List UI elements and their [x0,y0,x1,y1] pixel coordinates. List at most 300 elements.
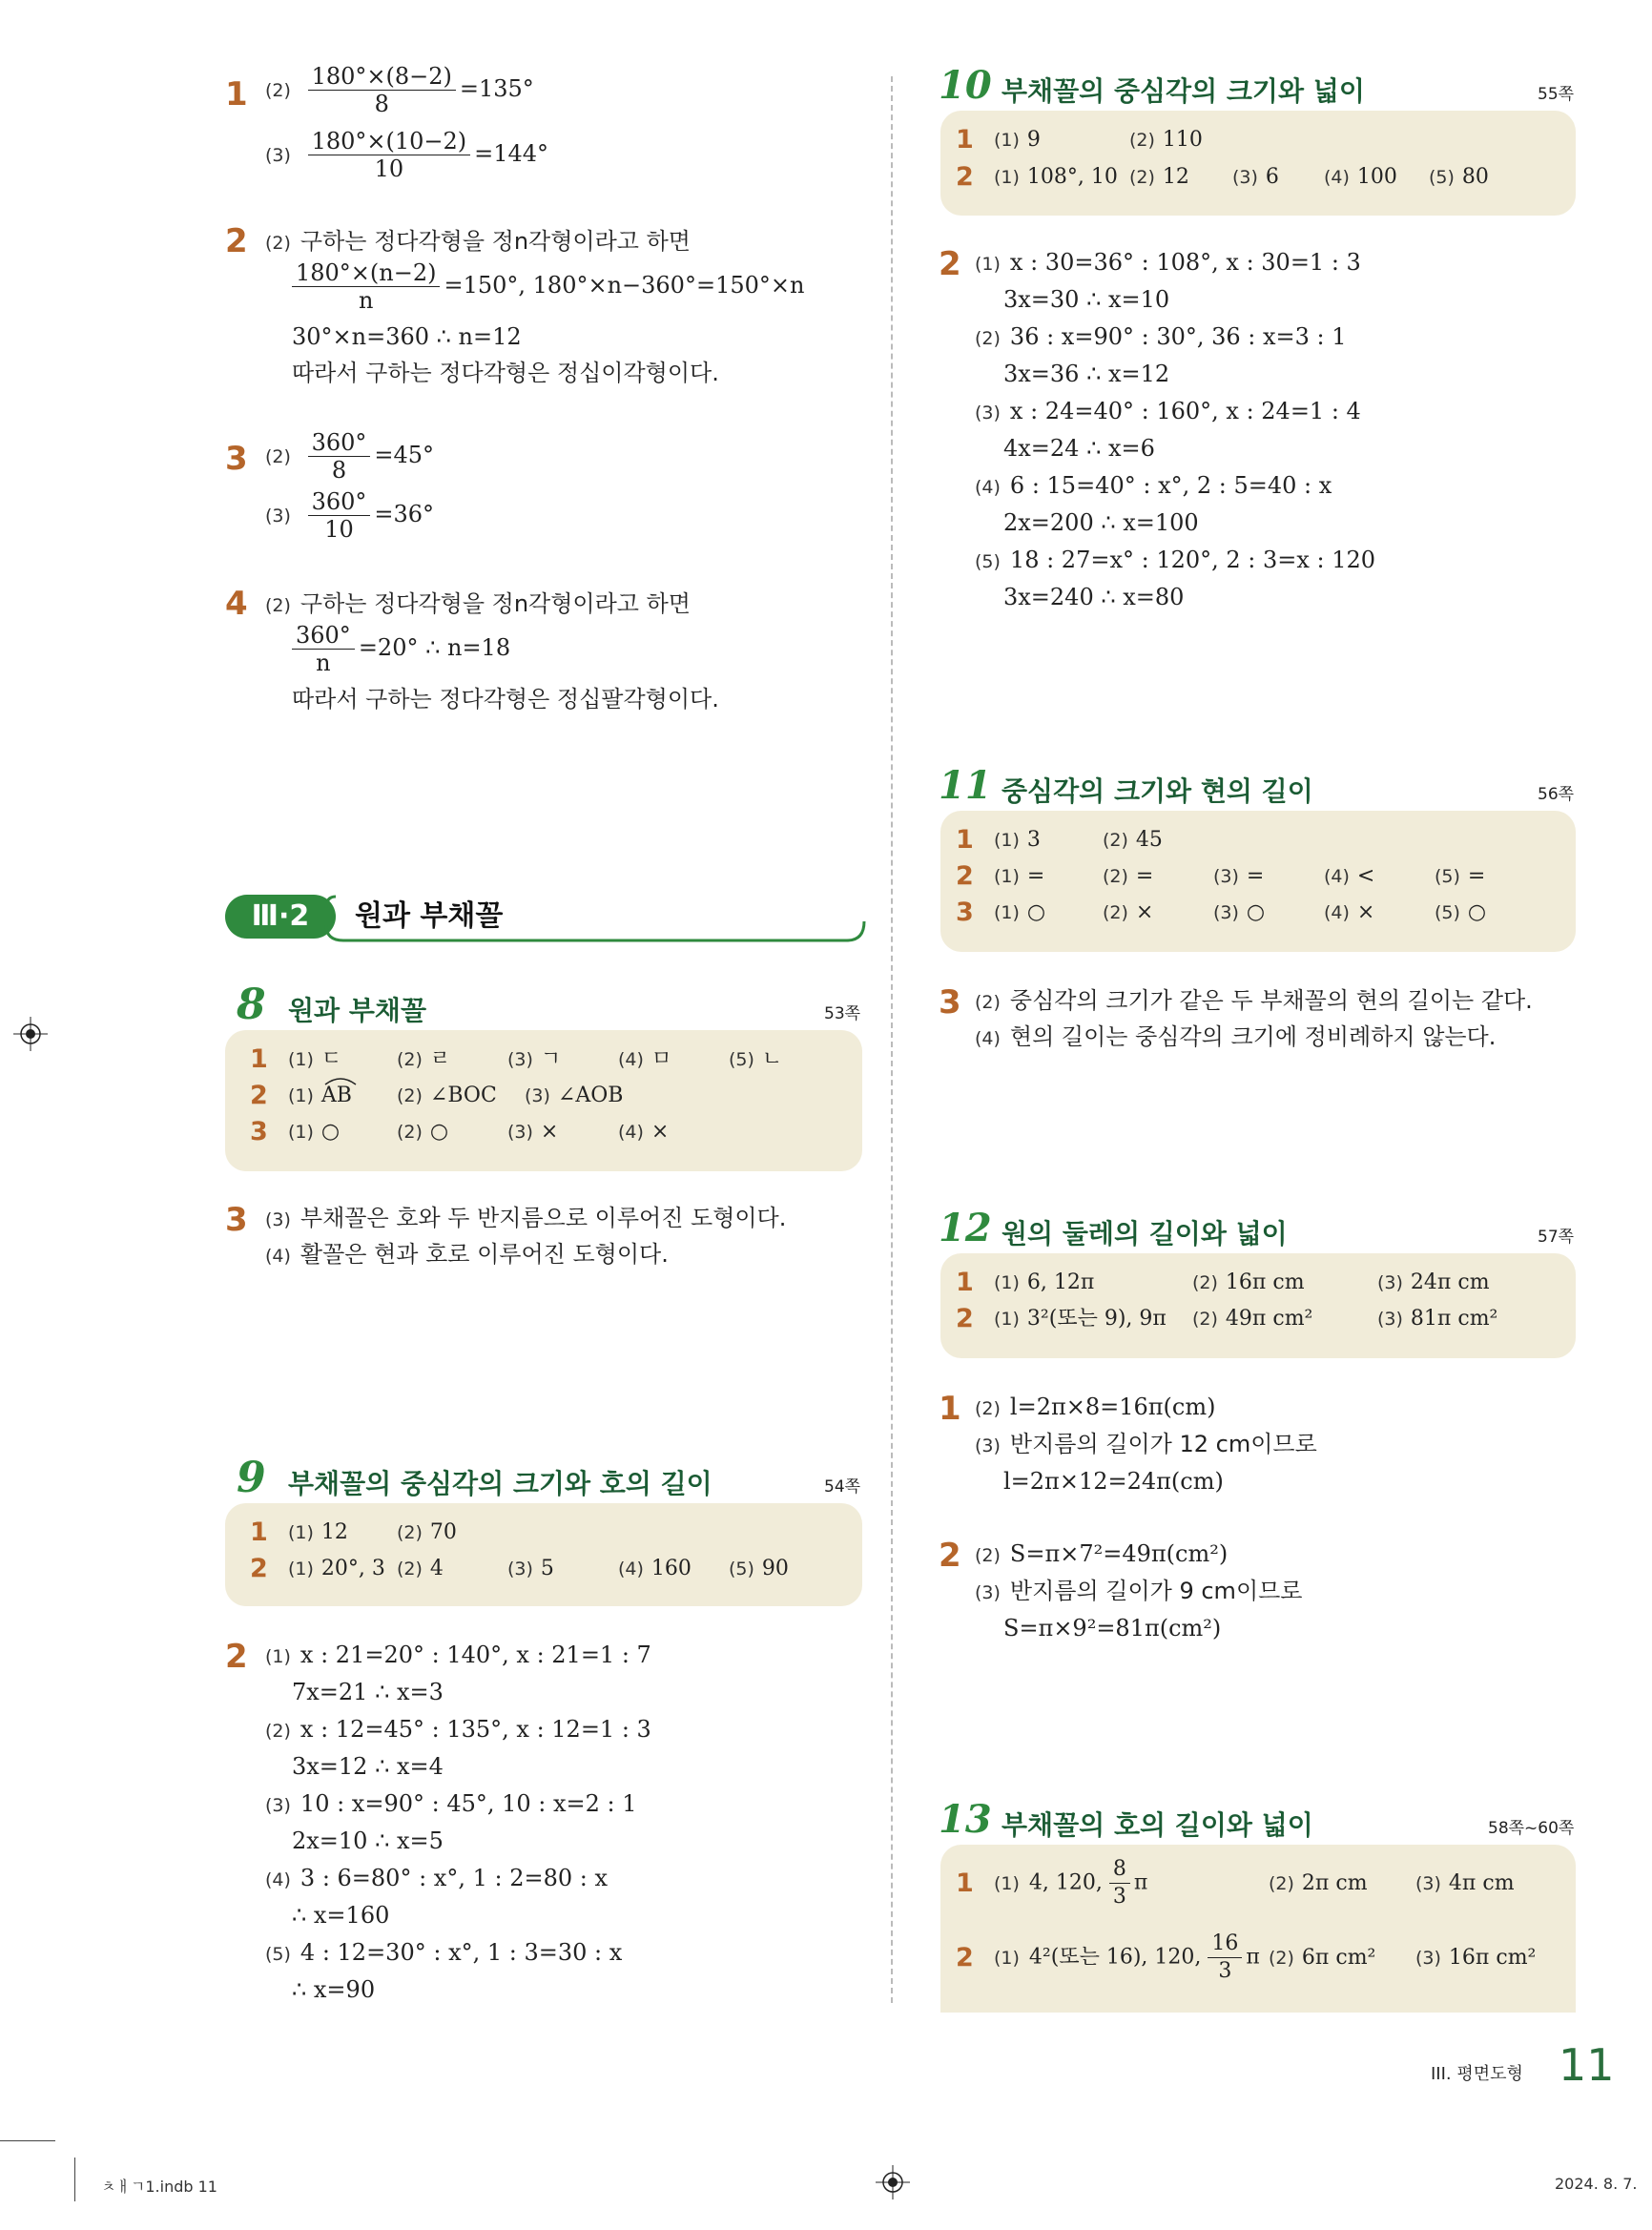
section-title: 부채꼴의 중심각의 크기와 호의 길이 [288,1468,712,1499]
numerator: 180°×(n−2) [292,259,440,287]
answer-line [265,128,548,182]
answer-value: 6π cm² [1301,1946,1376,1970]
part-label: (2) [1129,167,1155,188]
answer-value: 4π cm [1448,1871,1515,1895]
answer-line [265,63,534,117]
answer-cell [397,1118,448,1146]
answer-value: = [1026,864,1045,888]
expression: x : 12=45° : 135°, x : 12=1 : 3 [299,1716,651,1743]
part-label: (4) [1324,902,1350,923]
part-label: (3) [1213,866,1239,887]
part-label: (2) [1103,902,1128,923]
answer-value: ㄴ [761,1047,783,1071]
question-number: 3 [939,983,961,1022]
answer-value: = [1467,864,1486,888]
denominator: 3 [1112,1885,1126,1909]
answer-line [265,488,434,543]
part-label: (2) [1269,1948,1294,1969]
answer-value: 20°, 3 [320,1557,385,1580]
answer-value: 49π cm² [1225,1307,1313,1331]
answer-cell [288,1555,385,1583]
answer-line [292,622,510,676]
denominator: 8 [331,457,347,484]
part-label: (4) [265,1869,291,1890]
answer-line [265,227,691,258]
part-label: (1) [288,1522,314,1543]
answer-value: 80 [1461,165,1489,189]
question-number: 3 [225,1201,248,1239]
expression: 3x=240 ∴ x=80 [1003,584,1185,610]
answer-cell [1324,862,1374,891]
expression: S=π×9²=81π(cm²) [1003,1615,1222,1642]
part-label: (3) [265,1795,291,1816]
answer-line [292,1975,375,2004]
fraction [308,128,471,182]
answer-value: 3 [1026,828,1041,852]
expression: 7x=21 ∴ x=3 [292,1679,444,1705]
page-reference: 54쪽 [824,1477,861,1497]
answer-line [975,322,1347,353]
part-label: (4) [618,1559,644,1580]
expression: =150°, 180°×n−360°=150°×n [444,272,805,299]
fraction [1208,1931,1242,1985]
fraction [308,63,456,117]
section-title: 부채꼴의 중심각의 크기와 넓이 [1002,75,1365,107]
row-number: 2 [956,861,974,891]
answer-line [265,1204,786,1234]
answer-line [265,429,434,484]
answer-value: 16π cm² [1448,1946,1537,1970]
answer-cell [397,1082,497,1110]
answer-line: 따라서 구하는 정다각형은 정십이각형이다. [292,360,719,386]
part-label: (3) [1415,1873,1441,1894]
answer-cell [1192,1269,1305,1297]
answer-value: 45 [1135,828,1163,852]
answer-line [265,589,691,620]
part-label: (3) [507,1559,533,1580]
part-label: (1) [265,1646,291,1667]
section-title: 원과 부채꼴 [288,995,426,1026]
answer-line [1003,285,1169,314]
answer-line [975,397,1361,427]
part-label: (1) [288,1049,314,1070]
answer-value: ∠BOC [429,1084,497,1107]
answer-line [292,1752,444,1781]
answer-line: 30°×n=360 ∴ n=12 [292,323,522,350]
answer-cell [288,1045,341,1074]
part-label: (1) [994,1309,1020,1330]
answer-value: π [1246,1945,1260,1970]
answer-value: ㄱ [540,1047,562,1071]
denominator: n [359,287,374,314]
answer-cell [397,1045,450,1074]
answer-row [250,1044,783,1076]
part-label: (2) [1192,1272,1218,1293]
row-number: 1 [956,1268,974,1297]
part-label: (2) [1103,866,1128,887]
answer-cell [729,1555,789,1583]
part-label: (1) [288,1085,314,1106]
part-label: (3) [265,1209,291,1230]
part-label: (4) [265,1246,291,1267]
crop-mark [0,2140,55,2141]
answer-value: ㄷ [320,1047,342,1071]
row-number: 1 [956,1869,974,1898]
answer-cell [1213,862,1264,891]
answer-cell [507,1555,554,1583]
row-number: 2 [250,1554,268,1583]
answer-box [225,1030,862,1171]
answer-cell [288,1518,348,1547]
file-info: ㅊㅐㄱ1.indb 11 [101,2178,217,2196]
answer-value: × [1356,900,1375,924]
answer-cell [288,1082,352,1110]
answer-line [292,1678,444,1706]
expression: 4 : 12=30° : x°, 1 : 3=30 : x [299,1939,623,1966]
expression: 3 : 6=80° : x°, 1 : 2=80 : x [299,1865,608,1891]
part-label: (5) [1435,866,1460,887]
answer-line: 따라서 구하는 정다각형은 정십팔각형이다. [292,686,719,712]
part-label: (4) [975,477,1001,498]
answer-row [250,1081,624,1112]
expression: =144° [474,140,549,167]
page-reference: 55쪽 [1538,85,1575,104]
answer-value: AB [320,1084,352,1107]
page-reference: 56쪽 [1538,785,1575,804]
denominator: n [316,650,331,676]
expression: 4x=24 ∴ x=6 [1003,435,1155,462]
expression: 18 : 27=x° : 120°, 2 : 3=x : 120 [1009,547,1376,573]
answer-value: 4 [429,1557,444,1580]
answer-cell [1429,163,1489,192]
part-label: (2) [265,446,291,467]
part-label: (3) [975,403,1001,423]
answer-cell [288,1118,340,1146]
part-label: (3) [975,1582,1001,1603]
answer-cell [994,1305,1167,1333]
question-number: 1 [225,75,248,114]
answer-cell [1232,163,1279,192]
answer-cell [1324,898,1374,927]
row-number: 1 [250,1518,268,1547]
part-label: (2) [975,1545,1001,1566]
print-date: 2024. 8. 7. [1555,2175,1638,2193]
page-reference: 58쪽~60쪽 [1488,1819,1575,1838]
answer-row [250,1518,457,1549]
question-number: 1 [939,1390,961,1428]
question-number: 3 [225,440,248,478]
page-number: 11 [1559,2039,1615,2091]
expression: ∴ x=160 [292,1902,390,1929]
part-label: (2) [1269,1873,1294,1894]
answer-value: ○ [320,1120,341,1144]
answer-cell [1435,898,1486,927]
answer-cell [1377,1269,1490,1297]
numerator: 16 [1208,1931,1242,1958]
row-number: 3 [250,1117,268,1146]
part-label: (4) [1324,167,1350,188]
answer-line [975,1577,1303,1607]
numerator: 8 [1109,1856,1130,1884]
page-reference: 53쪽 [824,1004,861,1023]
expression: =20° ∴ n=18 [358,634,511,661]
answer-value: 6, 12π [1026,1270,1095,1294]
answer-value: 12 [320,1520,348,1544]
chapter-badge: Ⅲ·2 [225,895,336,939]
part-label: (2) [1103,830,1128,851]
fraction [292,259,440,314]
answer-cell [397,1518,457,1547]
part-label: (2) [265,80,291,101]
answer-cell [729,1045,782,1074]
part-label: (4) [1324,866,1350,887]
answer-value: 5 [540,1557,554,1580]
expression: x : 30=36° : 108°, x : 30=1 : 3 [1009,249,1361,276]
expression: 36 : x=90° : 30°, 36 : x=3 : 1 [1009,323,1347,350]
answer-row [250,1554,789,1585]
answer-cell [994,862,1044,891]
row-number: 1 [250,1044,268,1074]
part-label: (2) [975,328,1001,349]
answer-cell [1377,1305,1497,1333]
part-label: (1) [994,1947,1020,1969]
section-title: 원의 둘레의 길이와 넓이 [1002,1218,1288,1249]
denominator: 10 [374,155,404,182]
part-label: (1) [288,1122,314,1143]
part-label: (5) [975,551,1001,572]
answer-value: 2π cm [1301,1871,1368,1895]
section-badge: 11 [939,763,992,808]
expression: 3x=12 ∴ x=4 [292,1753,444,1780]
answer-row [956,1857,1515,1909]
answer-box [940,111,1576,216]
section-badge: 12 [939,1206,992,1250]
answer-row [956,825,1163,857]
part-label: (1) [994,830,1020,851]
answer-value: ㄹ [429,1047,451,1071]
part-label: (4) [975,1028,1001,1049]
explanation-text: 현의 길이는 중심각의 크기에 정비례하지 않는다. [1009,1023,1497,1050]
answer-line [975,546,1375,576]
answer-cell [618,1045,671,1074]
expression: 10 : x=90° : 45°, 10 : x=2 : 1 [299,1790,637,1817]
answer-cell [1269,1869,1368,1898]
answer-line [1003,434,1155,463]
answer-line [975,248,1361,279]
part-label: (1) [288,1559,314,1580]
explanation-text: 반지름의 길이가 9 cm이므로 [1009,1578,1303,1604]
answer-line [265,1641,651,1671]
part-label: (5) [265,1944,291,1965]
answer-value: ○ [1467,900,1487,924]
question-number: 2 [225,1638,248,1676]
answer-cell [994,1856,1147,1910]
explanation-text: 활꼴은 현과 호로 이루어진 도형이다. [299,1241,669,1268]
part-label: (3) [507,1049,533,1070]
expression: S=π×7²=49π(cm²) [1009,1540,1229,1567]
answer-cell [994,1931,1260,1985]
part-label: (3) [525,1085,550,1106]
expression: 6 : 15=40° : x°, 2 : 5=40 : x [1009,472,1332,499]
fraction [308,429,371,484]
answer-cell [397,1555,444,1583]
answer-line [265,1789,637,1820]
answer-value: 90 [761,1557,789,1580]
answer-cell [1103,826,1163,855]
answer-cell [994,1269,1094,1297]
answer-line [975,1430,1317,1460]
answer-line [975,1393,1215,1423]
section-badge: 8 [237,981,266,1029]
part-label: (2) [397,1049,423,1070]
answer-row [956,1931,1537,1983]
part-label: (5) [729,1559,754,1580]
answer-line [265,1715,651,1745]
answer-value: ○ [429,1120,449,1144]
numerator: 360° [308,429,371,457]
answer-line [975,1539,1228,1570]
answer-row [956,898,1487,929]
answer-row [956,861,1486,893]
expression: 2x=10 ∴ x=5 [292,1827,444,1854]
answer-cell [994,126,1041,155]
answer-value: 4²(또는 16), 120, [1028,1945,1202,1970]
answer-line [265,1864,608,1894]
expression: =45° [374,442,435,468]
answer-cell [994,163,1118,192]
part-label: (2) [265,1721,291,1742]
answer-cell [1415,1869,1515,1898]
part-label: (2) [397,1559,423,1580]
registration-mark-icon [13,1017,48,1051]
answer-cell [994,826,1041,855]
answer-value: 108°, 10 [1026,165,1118,189]
question-number: 2 [225,222,248,260]
answer-line [265,1240,669,1270]
answer-box [940,1253,1576,1358]
explanation-text: 반지름의 길이가 12 cm이므로 [1009,1431,1317,1457]
row-number: 2 [956,1304,974,1333]
part-label: (2) [265,595,291,616]
section-title: 부채꼴의 호의 길이와 넓이 [1002,1809,1313,1841]
answer-cell [525,1082,623,1110]
answer-box [940,811,1576,952]
answer-value: 4, 120, [1028,1870,1103,1895]
row-number: 2 [250,1081,268,1110]
question-number: 4 [225,585,248,623]
part-label: (4) [618,1049,644,1070]
answer-line [975,1022,1496,1053]
part-label: (2) [975,992,1001,1013]
part-label: (3) [265,145,291,166]
answer-line [292,259,804,314]
answer-cell [1129,163,1189,192]
answer-value: × [650,1120,670,1144]
expression: =36° [374,501,435,527]
registration-mark-icon [876,2165,910,2199]
page-reference: 57쪽 [1538,1228,1575,1247]
section-badge: 9 [237,1454,266,1502]
answer-value: ㅁ [650,1047,672,1071]
answer-value: 16π cm [1225,1270,1305,1294]
part-label: (3) [975,1435,1001,1456]
answer-value: = [1246,864,1265,888]
answer-value: 100 [1356,165,1397,189]
row-number: 2 [956,162,974,192]
answer-cell [1103,898,1153,927]
answer-line [1003,1614,1221,1642]
answer-cell [1192,1305,1312,1333]
part-label: (1) [994,167,1020,188]
answer-cell [618,1555,692,1583]
section-badge: 13 [939,1797,992,1842]
answer-value: × [1135,900,1154,924]
answer-line [292,1901,389,1930]
expression: 3x=30 ∴ x=10 [1003,286,1170,313]
answer-value: 110 [1162,128,1203,152]
answer-value: 160 [650,1557,692,1580]
part-label: (2) [1192,1309,1218,1330]
explanation-text: 부채꼴은 호와 두 반지름으로 이루어진 도형이다. [299,1205,787,1231]
part-label: (1) [994,130,1020,151]
answer-value: 6 [1265,165,1279,189]
answer-value: < [1356,864,1375,888]
answer-row [956,162,1489,194]
answer-line [1003,508,1199,537]
part-label: (1) [975,254,1001,275]
part-label: (3) [1377,1272,1403,1293]
section-title: 중심각의 크기와 현의 길이 [1002,775,1313,807]
part-label: (2) [397,1522,423,1543]
answer-row [956,125,1203,156]
answer-cell [1129,126,1203,155]
answer-value: 24π cm [1410,1270,1490,1294]
expression: =135° [459,75,534,102]
fraction [308,488,371,543]
expression: x : 24=40° : 160°, x : 24=1 : 4 [1009,398,1361,424]
part-label: (5) [1429,167,1455,188]
answer-line [1003,360,1169,388]
answer-cell [1103,862,1153,891]
numerator: 360° [308,488,371,516]
part-label: (3) [1415,1948,1441,1969]
answer-line [292,1827,444,1855]
answer-box [225,1503,862,1606]
arc-mark [323,1076,358,1085]
answer-cell [994,898,1045,927]
expression: x : 21=20° : 140°, x : 21=1 : 7 [299,1642,651,1668]
chapter-label: III. 평면도형 [1431,2064,1523,2084]
part-label: (5) [729,1049,754,1070]
expression: l=2π×12=24π(cm) [1003,1468,1224,1495]
explanation-text: 중심각의 크기가 같은 두 부채꼴의 현의 길이는 같다. [1009,987,1533,1014]
answer-box [940,1845,1576,2013]
part-label: (3) [507,1122,533,1143]
answer-cell [618,1118,669,1146]
answer-cell [1324,163,1397,192]
fraction [1109,1856,1130,1910]
answer-line [1003,1467,1224,1496]
answer-cell [507,1045,561,1074]
expression: ∴ x=90 [292,1976,376,2003]
numerator: 360° [292,622,355,650]
row-number: 1 [956,125,974,155]
answer-row [250,1117,670,1148]
part-label: (2) [975,1398,1001,1419]
expression: 3x=36 ∴ x=12 [1003,361,1170,387]
answer-cell [1415,1944,1536,1972]
answer-value: 12 [1162,165,1189,189]
